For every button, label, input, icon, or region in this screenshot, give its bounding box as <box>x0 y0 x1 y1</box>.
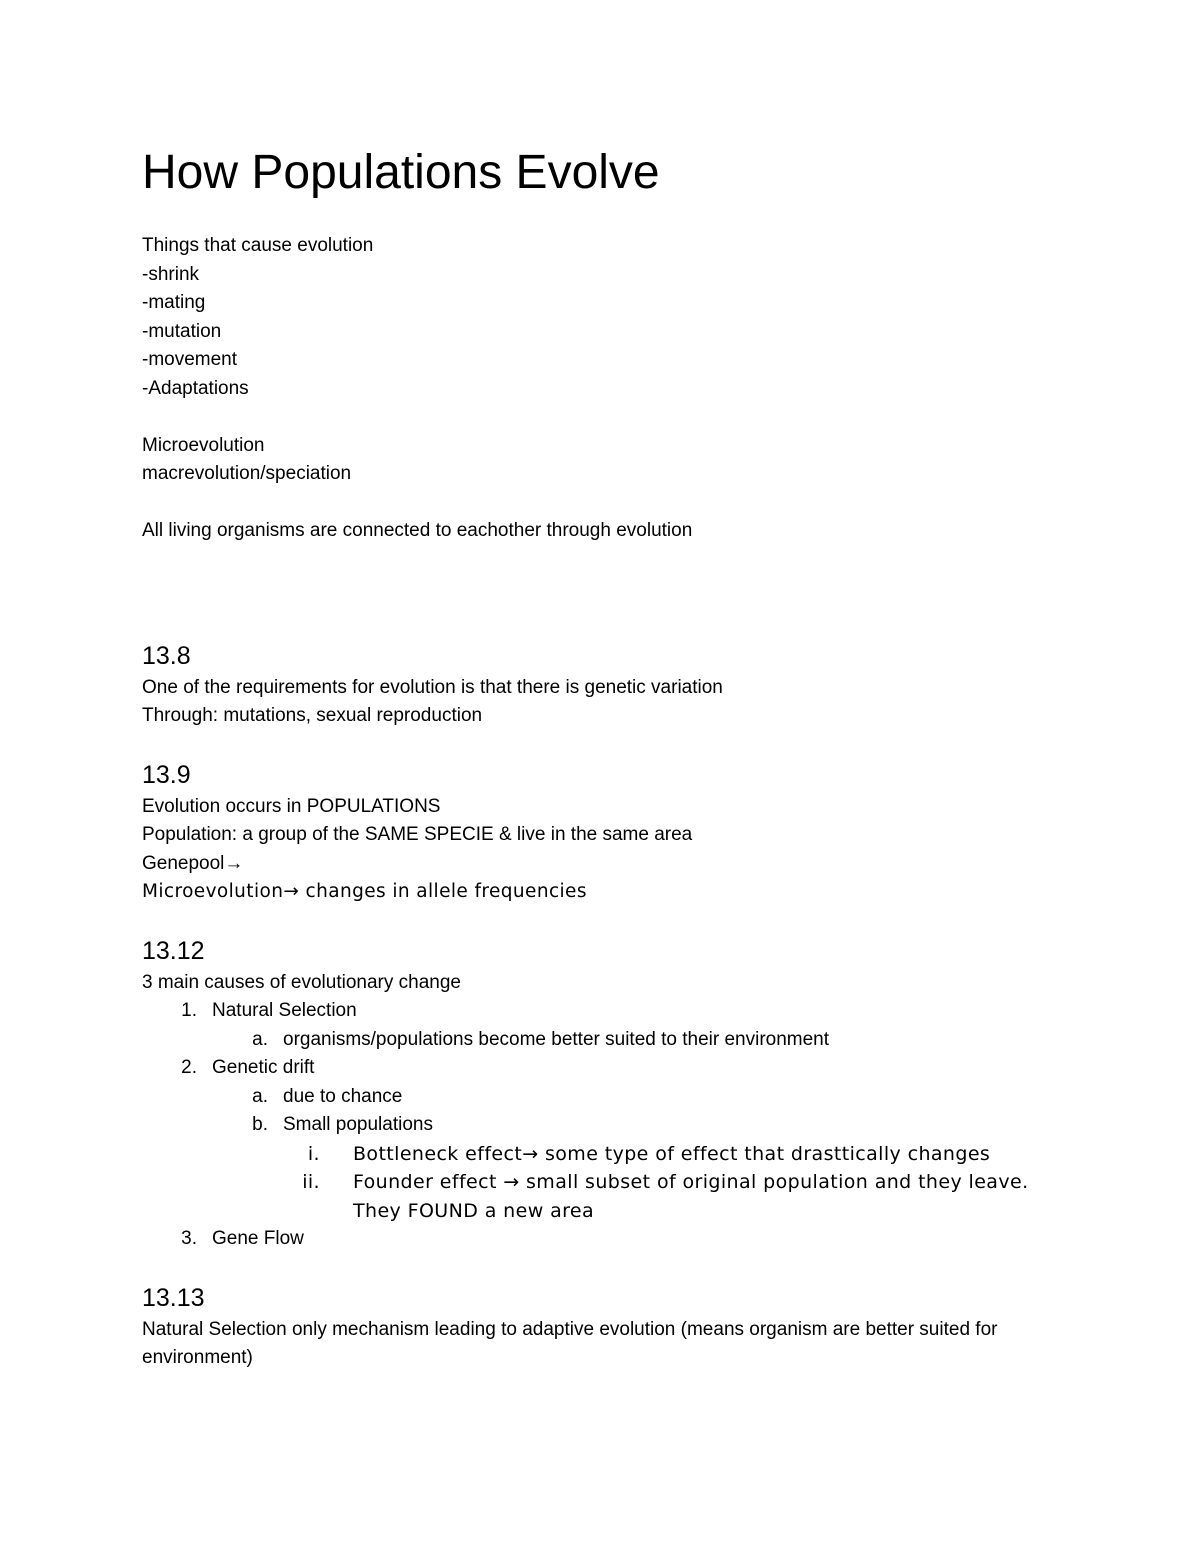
intro-lead: Things that cause evolution <box>142 235 374 256</box>
section-heading: 13.8 <box>142 641 191 670</box>
intro-item: -movement <box>142 349 238 370</box>
list-item-text: Natural Selection <box>212 1000 357 1021</box>
intro-section <box>142 232 1062 546</box>
list-item-text: Small populations <box>283 1114 433 1135</box>
section-heading: 13.9 <box>142 760 191 789</box>
section-line: Genepool→ <box>142 852 244 874</box>
list-item-text: Founder effect → small subset of original population and they leave. They FOUND a new area <box>353 1171 1029 1222</box>
list-marker: b. <box>252 1114 268 1135</box>
section-line: Microevolution→ changes in allele frequencies <box>142 881 587 902</box>
intro-item: -Adaptations <box>142 377 249 399</box>
section-line: Population: a group of the SAME SPECIE & live in the same area <box>142 824 693 845</box>
list-item <box>142 1111 1062 1140</box>
list-item-text: Genetic drift <box>212 1057 315 1078</box>
list-item-text: Bottleneck effect→ some type of effect that drasttically changes <box>353 1142 991 1165</box>
list-item-text: due to chance <box>283 1085 403 1107</box>
list-marker: a. <box>252 1028 268 1050</box>
list-item <box>142 1026 1062 1055</box>
spacer <box>142 907 1062 933</box>
list-item-text: organisms/populations become better suited to their environment <box>283 1028 830 1050</box>
spacer <box>142 1254 1062 1280</box>
section-line: 3 main causes of evolutionary change <box>142 971 461 993</box>
list-item <box>142 1054 1062 1083</box>
document-page <box>142 140 1062 1373</box>
section-line: Evolution occurs in POPULATIONS <box>142 795 441 817</box>
intro-item: -shrink <box>142 263 200 285</box>
section-13-13 <box>142 1280 1062 1373</box>
spacer <box>142 403 1062 432</box>
list-marker: i. <box>307 1142 320 1165</box>
spacer <box>142 489 1062 518</box>
section-13-8 <box>142 638 1062 731</box>
list-item <box>142 1168 1062 1225</box>
section-13-12 <box>142 933 1062 1254</box>
list-item <box>142 1225 1062 1254</box>
list-item <box>142 997 1062 1026</box>
intro-micro: Microevolution <box>142 434 265 456</box>
section-paragraph: Natural Selection only mechanism leading to adaptive evolution (means organism are better suited for environment) <box>142 1318 998 1368</box>
list-marker: ii. <box>302 1171 320 1193</box>
intro-item: -mating <box>142 292 206 313</box>
intro-macro: macrevolution/speciation <box>142 463 352 484</box>
list-item-text: Gene Flow <box>212 1228 304 1249</box>
list-marker: a. <box>252 1085 268 1107</box>
section-heading: 13.13 <box>142 1283 205 1312</box>
intro-connected: All living organisms are connected to eachother through evolution <box>142 520 693 541</box>
causes-list <box>142 997 1062 1254</box>
document-title: How Populations Evolve <box>142 146 660 199</box>
list-item <box>142 1140 1062 1169</box>
list-marker: 3. <box>181 1228 197 1249</box>
section-heading: 13.12 <box>142 936 205 965</box>
list-marker: 2. <box>181 1057 197 1078</box>
section-13-9 <box>142 757 1062 907</box>
spacer <box>142 731 1062 757</box>
spacer <box>142 546 1062 638</box>
section-line: One of the requirements for evolution is that there is genetic variation <box>142 676 723 698</box>
list-item <box>142 1083 1062 1112</box>
intro-item: -mutation <box>142 320 222 342</box>
list-marker: 1. <box>181 1000 197 1021</box>
section-line: Through: mutations, sexual reproduction <box>142 705 483 726</box>
